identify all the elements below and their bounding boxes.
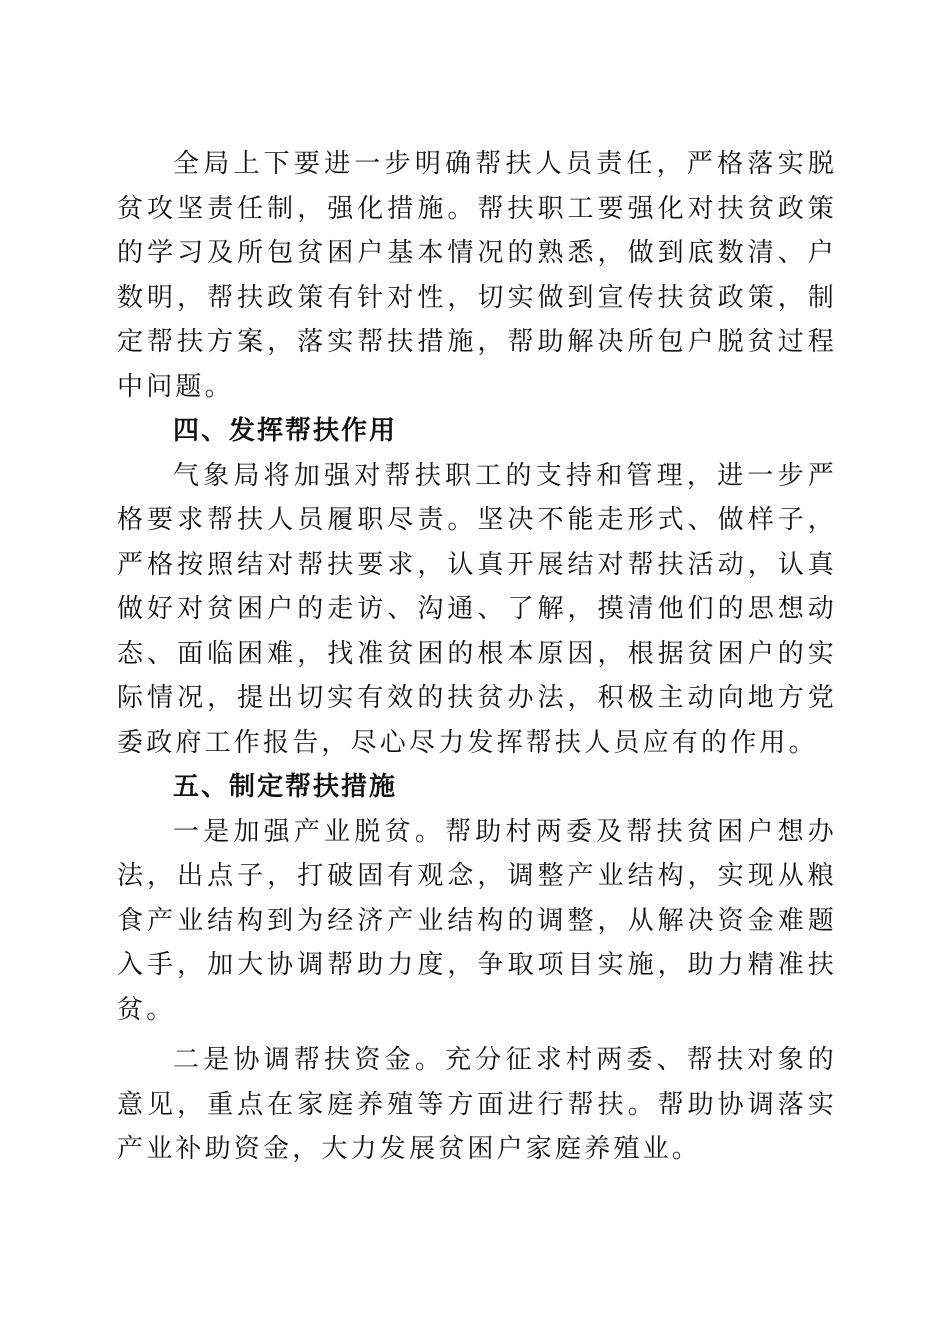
measure-2-lead: 二是协调帮扶资金。 [173,1045,446,1075]
paragraph-role: 气象局将加强对帮扶职工的支持和管理，进一步严格要求帮扶人员履职尽责。坚决不能走形式、做样子，严格按照结对帮扶要求，认真开展结对帮扶活动，认真做好对贫困户的走访、沟通、了解，摸清他们的思想动态、面临困难，找准贫困的根本原因，根据贫困户的实际情况，提出切实有效的扶贫办法，积极主动向地方党委政府工作报告，尽心尽力发挥帮扶人员应有的作用。 [117,460,837,758]
measure-paragraph-2 [117,1038,837,1172]
paragraph-responsibility: 全局上下要进一步明确帮扶人员责任，严格落实脱贫攻坚责任制，强化措施。帮扶职工要强化对扶贫政策的学习及所包贫困户基本情况的熟悉，做到底数清、户数明，帮扶政策有针对性，切实做到宣传扶贫政策，制定帮扶方案，落实帮扶措施，帮助解决所包户脱贫过程中问题。 [117,149,837,402]
measure-2-body: 充分征求村两委、帮扶对象的意见，重点在家庭养殖等方面进行帮扶。帮助协调落实产业补助资金，大力发展贫困户家庭养殖业。 [117,1045,837,1164]
measure-1-body: 帮助村两委及帮扶贫困户想办法，出点子，打破固有观念，调整产业结构，实现从粮食产业结构到为经济产业结构的调整，从解决资金难题入手，加大协调帮助力度，争取项目实施，助力精准扶贫。 [117,816,837,1025]
measure-1-lead: 一是加强产业脱贫。 [173,816,446,847]
measure-paragraph-1 [117,810,837,1033]
document-body [117,142,837,1172]
section-heading-4: 四、发挥帮扶作用 [173,416,398,446]
section-heading-5: 五、制定帮扶措施 [173,772,398,802]
